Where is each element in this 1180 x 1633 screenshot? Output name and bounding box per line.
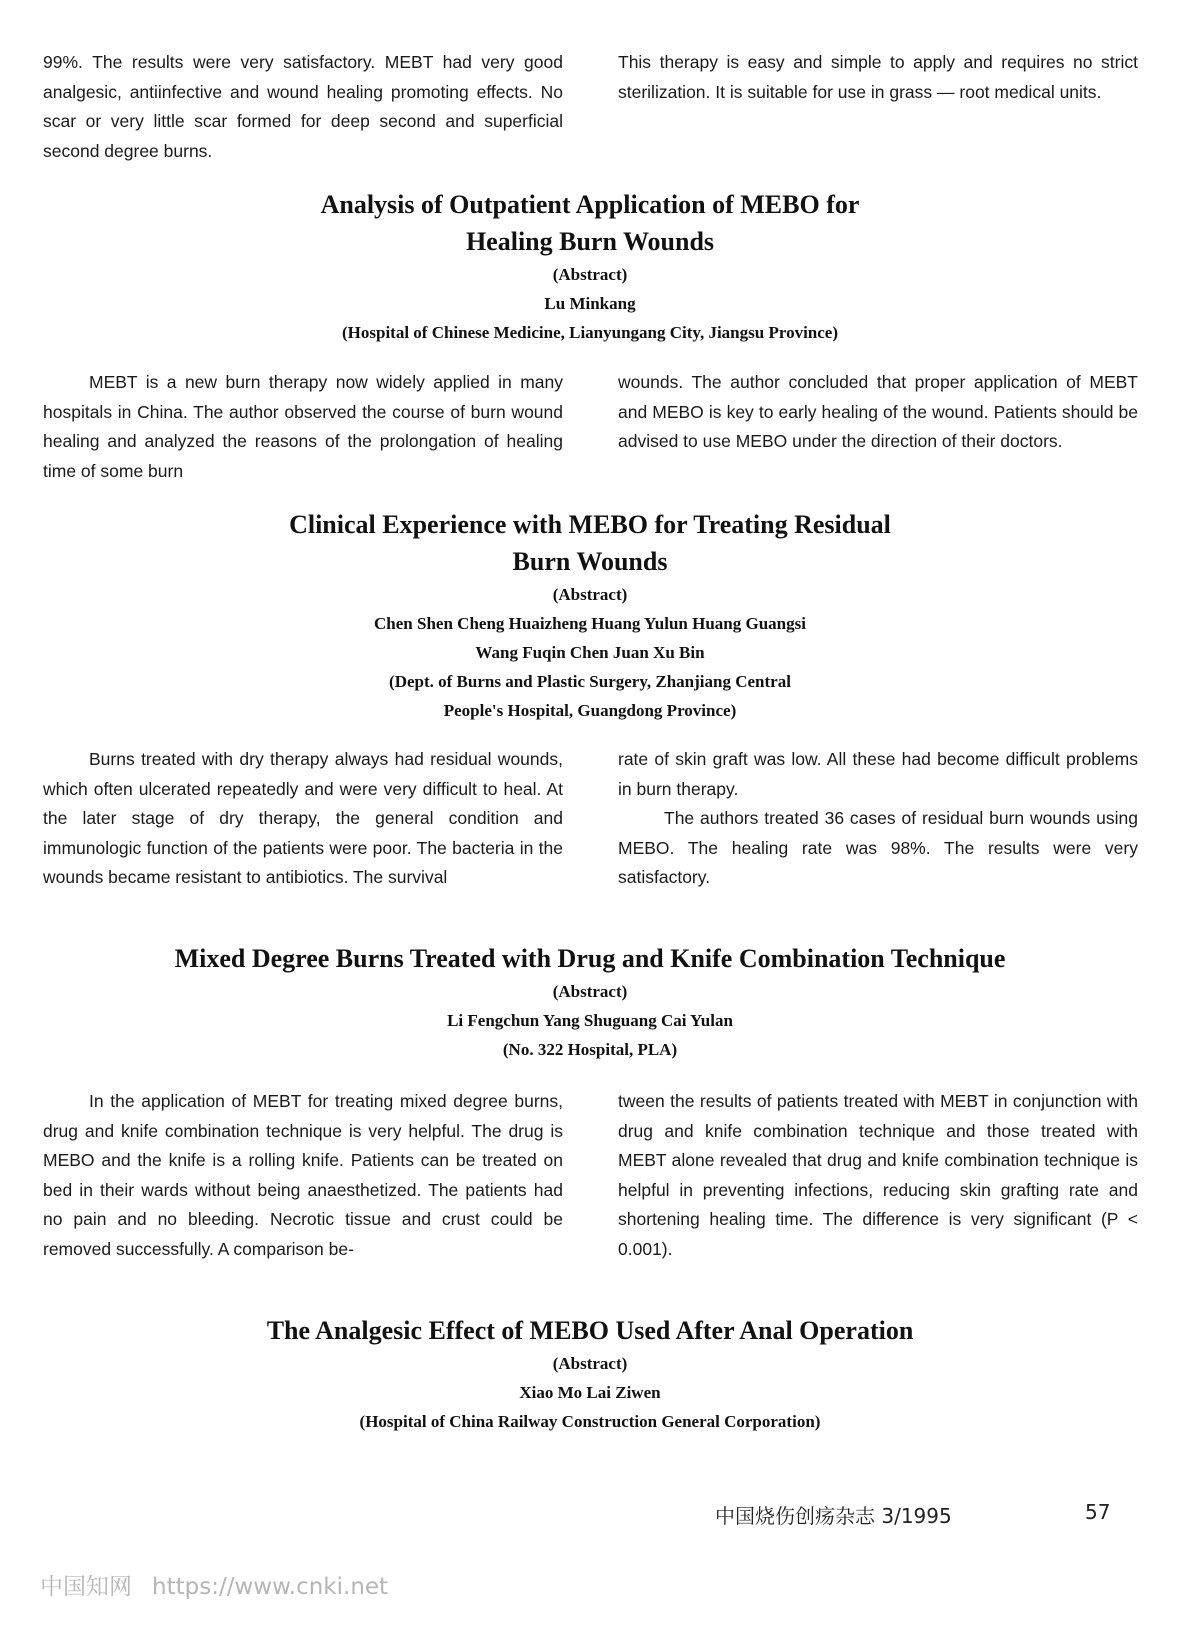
- article-title: The Analgesic Effect of MEBO Used After Anal Operation: [266, 1316, 914, 1345]
- paragraph: tween the results of patients treated with MEBT in conjunction with drug and knife combination technique and those treated with MEBT alone revealed that drug and knife combination technique is helpful in preventing infections, reducing skin grafting rate and shortening healing time. The difference is very significant (P < 0.001).: [618, 1091, 1138, 1259]
- abstract-label: (Abstract): [552, 982, 628, 1001]
- paragraph: MEBT is a new burn therapy now widely applied in many hospitals in China. The author observed the course of burn wound healing and analyzed the reasons of the prolongation of healing time of some burn: [43, 372, 563, 481]
- watermark-url: https://www.cnki.net: [152, 1574, 389, 1600]
- affiliation: (Hospital of China Railway Construction General Corporation): [359, 1412, 821, 1431]
- left-column: [43, 48, 563, 166]
- continued-text: [43, 48, 1138, 166]
- paragraph: This therapy is easy and simple to apply and requires no strict sterilization. It is suitable for use in grass — root medical units.: [618, 52, 1138, 102]
- paragraph: Burns treated with dry therapy always had residual wounds, which often ulcerated repeatedly and were very difficult to heal. At the later stage of dry therapy, the general condition and immunologic function of the patients were poor. The bacteria in the wounds became resistant to antibiotics. The survival: [43, 749, 563, 887]
- abstract-label: (Abstract): [552, 265, 628, 284]
- paragraph: The authors treated 36 cases of residual burn wounds using MEBO. The healing rate was 98%. The results were very satisfactory.: [618, 808, 1138, 887]
- abstract-label: (Abstract): [552, 585, 628, 604]
- article-title: Clinical Experience with MEBO for Treating Residual: [289, 510, 891, 539]
- right-column: [618, 368, 1138, 486]
- article-heading: [0, 940, 1180, 1064]
- left-column: [43, 368, 563, 486]
- authors: Wang Fuqin Chen Juan Xu Bin: [475, 643, 705, 662]
- paragraph: wounds. The author concluded that proper application of MEBT and MEBO is key to early healing of the wound. Patients should be advised to use MEBO under the direction of their doctors.: [618, 372, 1138, 451]
- right-column: [618, 1087, 1138, 1264]
- article-heading: [0, 1312, 1180, 1436]
- affiliation: (Dept. of Burns and Plastic Surgery, Zhanjiang Central: [389, 672, 791, 691]
- article-body: [43, 745, 1138, 893]
- right-column: [618, 745, 1138, 893]
- right-column: [618, 48, 1138, 166]
- affiliation: (No. 322 Hospital, PLA): [502, 1040, 678, 1059]
- page-number: 57: [1085, 1500, 1111, 1524]
- paragraph: 99%. The results were very satisfactory. MEBT had very good analgesic, antiinfective and wound healing promoting effects. No scar or very little scar formed for deep second and superficial second degree burns.: [43, 52, 563, 161]
- authors: Chen Shen Cheng Huaizheng Huang Yulun Huang Guangsi: [374, 614, 806, 633]
- authors: Xiao Mo Lai Ziwen: [519, 1383, 661, 1402]
- page-footer: [715, 1500, 1145, 1529]
- watermark-logo-text: 中国知网: [40, 1574, 132, 1600]
- paragraph: In the application of MEBT for treating mixed degree burns, drug and knife combination technique is very helpful. The drug is MEBO and the knife is a rolling knife. Patients can be treated on bed in their wards without being anaesthetized. The patients had no pain and no bleeding. Necrotic tissue and crust could be removed successfully. A comparison be-: [43, 1091, 563, 1259]
- authors: Lu Minkang: [544, 294, 636, 313]
- authors: Li Fengchun Yang Shuguang Cai Yulan: [447, 1011, 733, 1030]
- article-heading: [0, 506, 1180, 725]
- article-title: Mixed Degree Burns Treated with Drug and Knife Combination Technique: [174, 944, 1006, 973]
- article-heading: [0, 186, 1180, 347]
- affiliation: (Hospital of Chinese Medicine, Lianyungang City, Jiangsu Province): [341, 323, 839, 342]
- journal-citation: 中国烧伤创疡杂志 3/1995: [715, 1504, 952, 1528]
- paragraph: rate of skin graft was low. All these had become difficult problems in burn therapy.: [618, 749, 1138, 799]
- abstract-label: (Abstract): [552, 1354, 628, 1373]
- source-watermark: [40, 1568, 388, 1601]
- left-column: [43, 1087, 563, 1264]
- article-body: [43, 1087, 1138, 1264]
- article-body: [43, 368, 1138, 486]
- affiliation: People's Hospital, Guangdong Province): [443, 701, 737, 720]
- article-title: Healing Burn Wounds: [465, 227, 715, 256]
- article-title: Analysis of Outpatient Application of MEBO for: [320, 190, 860, 219]
- article-title: Burn Wounds: [512, 547, 668, 576]
- left-column: [43, 745, 563, 893]
